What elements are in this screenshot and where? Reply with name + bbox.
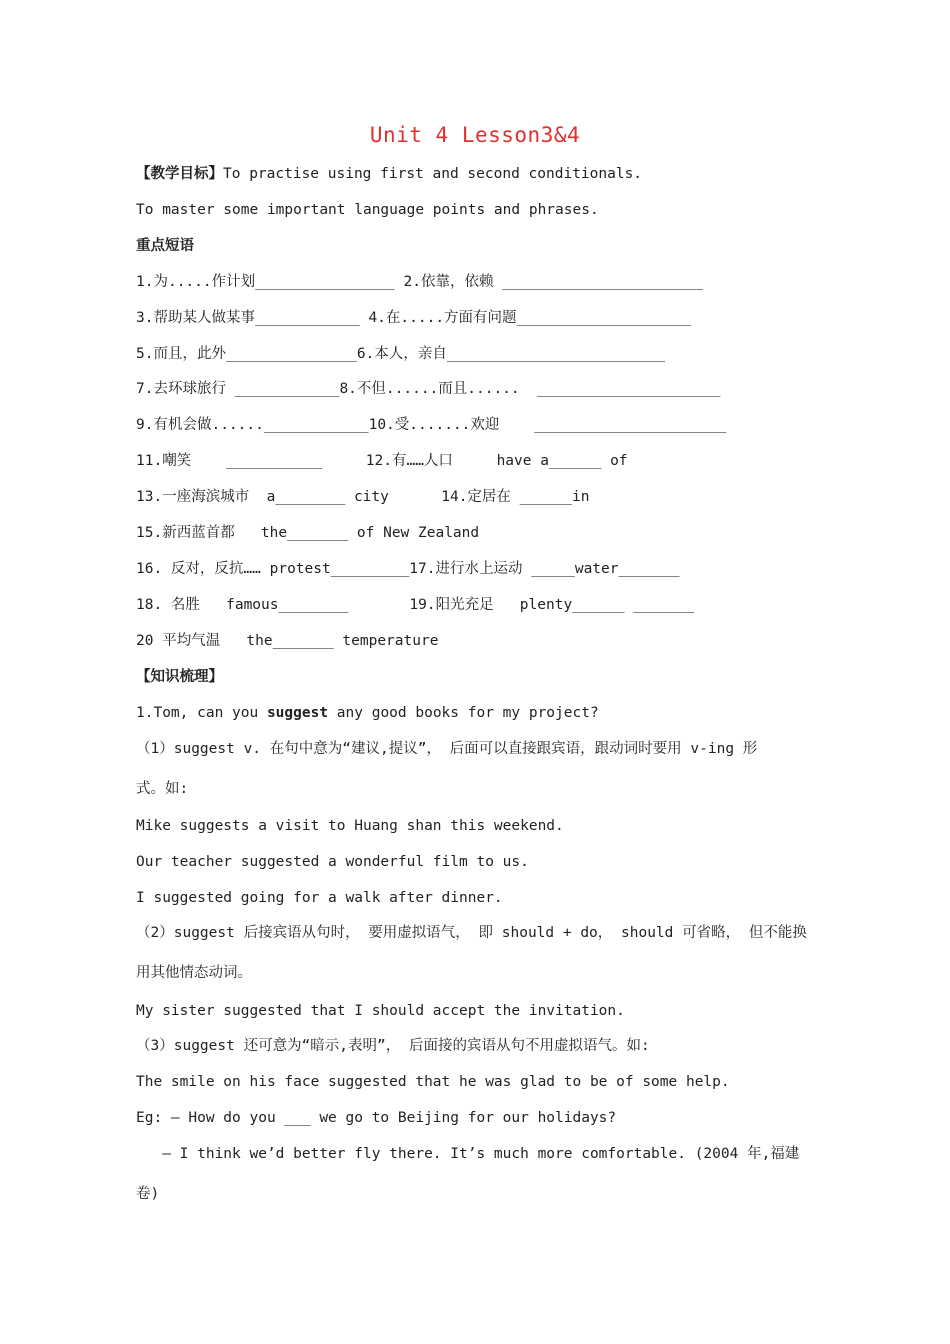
objectives-label: 【教学目标】: [136, 166, 223, 182]
example-sentence: Our teacher suggested a wonderful film to us.: [136, 854, 529, 870]
objectives-line-1: [136, 164, 642, 184]
exercise-question: Eg: — How do you ___ we go to Beijing for our holidays?: [136, 1110, 617, 1126]
question-1: [136, 703, 599, 723]
phrase-row: 13.一座海滨城市 a________ city 14.定居在 ______in: [136, 489, 590, 505]
phrase-row: 16. 反对，反抗…… protest_________17.进行水上运动 _____water_______: [136, 561, 680, 577]
knowledge-heading: 【知识梳理】: [136, 669, 223, 685]
exercise-answer: — I think we’d better fly there. It’s much more comfortable. (2004 年,福建: [136, 1146, 800, 1162]
question-1-suffix: any good books for my project?: [328, 705, 599, 721]
point-1-line-2: 式。如:: [136, 781, 189, 797]
question-1-prefix: 1.Tom, can you: [136, 705, 267, 721]
phrase-row: 3.帮助某人做某事____________ 4.在.....方面有问题____________________: [136, 310, 692, 326]
phrase-row: 11.嘲笑 ___________ 12.有……人口 have a______ of: [136, 453, 628, 469]
phrase-row: 15.新西蓝首都 the_______ of New Zealand: [136, 525, 480, 541]
page-title: Unit 4 Lesson3&4: [369, 123, 581, 147]
point-3: （3）suggest 还可意为“暗示,表明”， 后面接的宾语从句不用虚拟语气。如:: [136, 1038, 650, 1054]
question-1-keyword: suggest: [266, 705, 329, 721]
example-sentence: My sister suggested that I should accept the invitation.: [136, 1003, 625, 1019]
phrases-heading: 重点短语: [136, 238, 194, 254]
example-sentence: Mike suggests a visit to Huang shan this weekend.: [136, 818, 564, 834]
example-sentence: I suggested going for a walk after dinner.: [136, 890, 503, 906]
phrase-row: 7.去环球旅行 ____________8.不但......而且...... _____________________: [136, 381, 721, 397]
objectives-line-2: To master some important language points and phrases.: [136, 202, 599, 218]
objectives-text-1: To practise using first and second conditionals.: [223, 166, 643, 182]
phrase-row: 9.有机会做......____________10.受.......欢迎 ______________________: [136, 417, 727, 433]
point-1-line-1: （1）suggest v. 在句中意为“建议,提议”， 后面可以直接跟宾语，跟动词时要用 v-ing 形: [136, 741, 758, 757]
point-2-line-1: （2）suggest 后接宾语从句时， 要用虚拟语气， 即 should + do， should 可省略， 但不能换: [136, 925, 807, 941]
exercise-source: 卷): [136, 1186, 160, 1202]
phrase-row: 18. 名胜 famous________ 19.阳光充足 plenty______ _______: [136, 597, 695, 613]
point-2-line-2: 用其他情态动词。: [136, 965, 252, 981]
phrase-row: 20 平均气温 the_______ temperature: [136, 633, 439, 649]
example-sentence: The smile on his face suggested that he was glad to be of some help.: [136, 1074, 730, 1090]
phrase-row: 1.为.....作计划________________ 2.依靠，依赖 _______________________: [136, 274, 703, 290]
phrase-row: 5.而且，此外_______________6.本人，亲自_________________________: [136, 346, 666, 362]
